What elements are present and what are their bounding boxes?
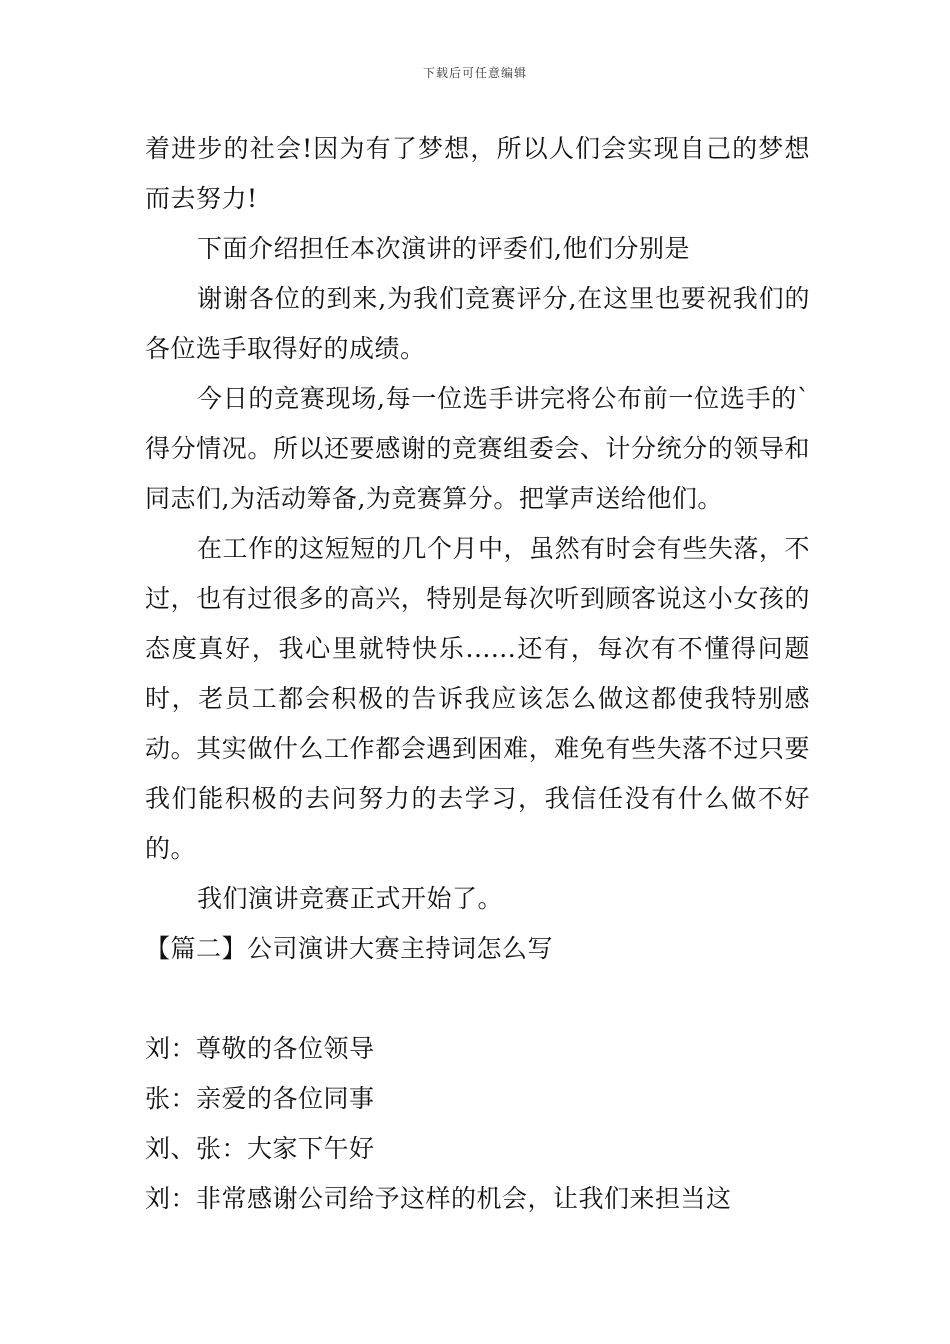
dialog-line: 刘：尊敬的各位领导 <box>145 1034 375 1063</box>
dialog-line: 刘：非常感谢公司给予这样的机会，让我们来担当这 <box>145 1184 732 1213</box>
paragraph-work-experience: 在工作的这短短的几个月中，虽然有时会有些失落，不过，也有过很多的高兴，特别是每次听到顾客说这小女孩的态度真好，我心里就特快乐......还有，每次有不懂得问题时，老员工都会积极的告诉我应该怎么做这都使我特别感动。其实做什么工作都会遇到困难，难免有些失落不过只要我们能积极的去问努力的去学习，我信任没有什么做不好的。 <box>145 534 810 863</box>
page-header: 下载后可任意编辑 <box>422 66 527 80</box>
dialog-line: 张：亲爱的各位同事 <box>145 1084 375 1113</box>
paragraph-continuation: 着进步的社会!因为有了梦想，所以人们会实现自己的梦想而去努力! <box>145 134 810 213</box>
paragraph-judges-intro: 下面介绍担任本次演讲的评委们,他们分别是 <box>197 234 690 263</box>
document-body <box>145 124 810 1224</box>
dialog-line: 刘、张：大家下午好 <box>145 1134 375 1163</box>
paragraph-start: 我们演讲竞赛正式开始了。 <box>197 884 504 913</box>
paragraph-scoring: 今日的竞赛现场,每一位选手讲完将公布前一位选手的`得分情况。所以还要感谢的竞赛组委会、计分统分的领导和同志们,为活动筹备,为竞赛算分。把掌声送给他们。 <box>145 384 810 513</box>
paragraph-thanks: 谢谢各位的到来,为我们竞赛评分,在这里也要祝我们的各位选手取得好的成绩。 <box>145 284 810 363</box>
section-heading: 【篇二】公司演讲大赛主持词怎么写 <box>145 934 554 963</box>
blank-line <box>145 974 810 1024</box>
